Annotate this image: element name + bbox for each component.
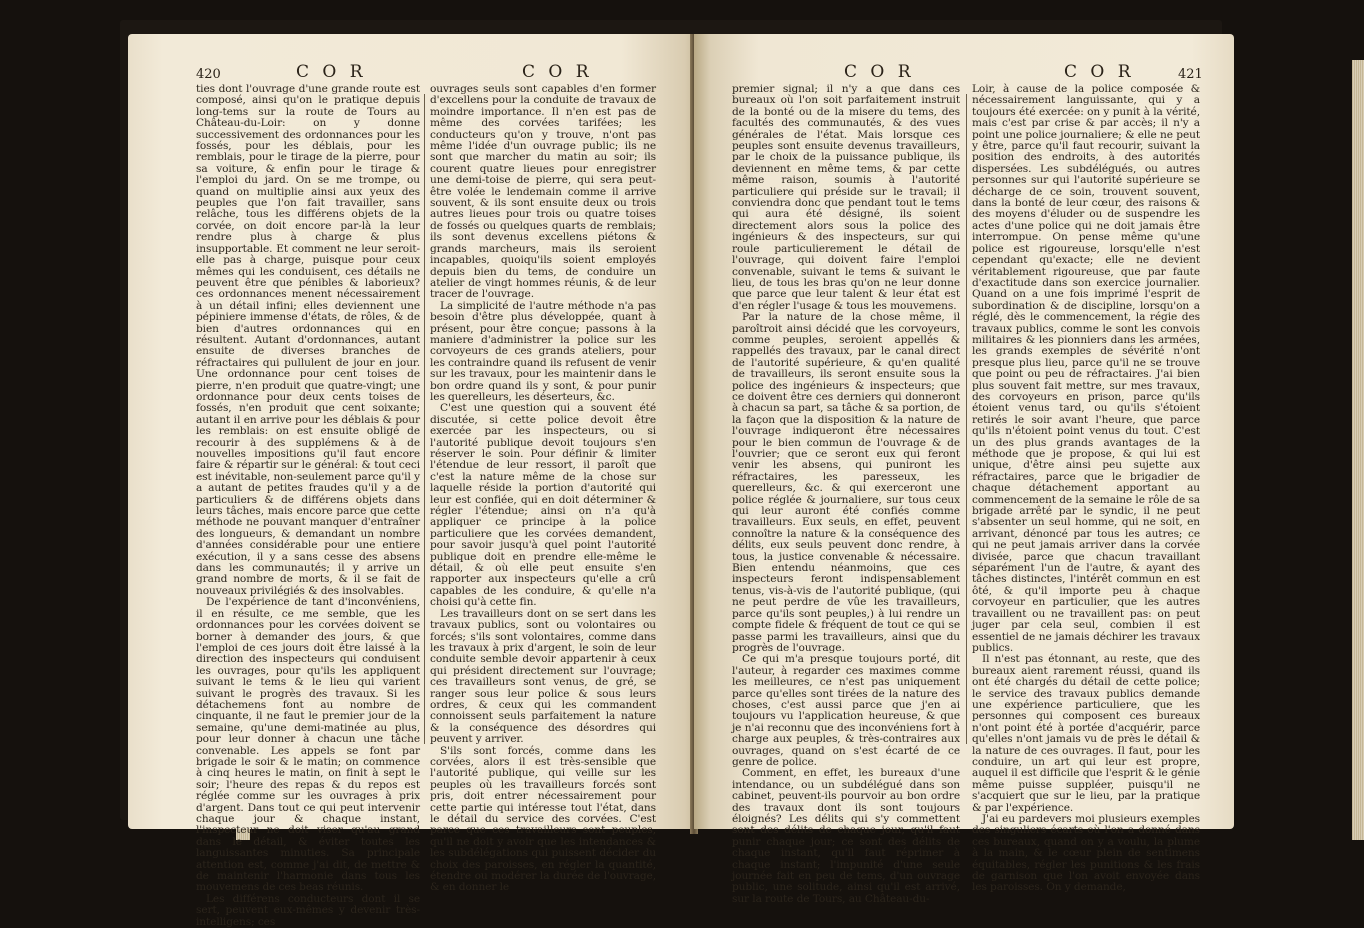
column-rule bbox=[424, 94, 425, 744]
paragraph: La simplicité de l'autre méthode n'a pas besoin d'être plus développée, quant à présent, pour être conçue; passons à la maniere d'administrer la police sur les corvoyeurs de ces grands ateliers, pour les contraindre quand ils refusent de venir sur les travaux, pour les maintenir dans le bon ordre quand ils y sont, & pour punir les querelleurs, les déserteurs, &c. bbox=[430, 299, 656, 403]
running-head-right: C O R bbox=[522, 62, 593, 82]
paragraph: Comment, en effet, les bureaux d'une intendance, ou un subdélégué dans son cabinet, peuvent-ils pourvoir au bon ordre des travaux dont ils sont toujours éloignés? Les délits qui s'y commettent sont des délits de chaque jour, qu'il faut punir chaque jour; ce sont des délits de chaque instant, qu'il faut réprimer à chaque instant; l'impunité d'une seule journée fait en peu de tems, d'un ouvrage public, une solitude, ainsi qu'il est arrivé, sur la route de Tours, au Château-du- bbox=[732, 767, 960, 905]
running-head-left: C O R bbox=[844, 62, 915, 82]
paragraph: J'ai eu pardevers moi plusieurs exemples des singuliers écarts où l'on a donné dans ces bureaux, quand on y a voulu, la plume à la main, & le cœur plein de sentimens équitables, régler les punitions & les frais de garnison que l'on avoit envoyée dans les paroisses. On y demande, bbox=[972, 813, 1200, 894]
paragraph: Par la nature de la chose même, il paroîtroit ainsi décidé que les corvoyeurs, comme peuples, seroient appellés & rappellés des travaux, par le canal direct de l'autorité supérieure, & qu'en qualité de travailleurs, ils seront ensuite sous la police des ingénieurs & inspecteurs; que ce doivent être ces derniers qui donneront à chacun sa part, sa tâche & sa portion, de la façon que la disposition & la nature de l'ouvrage indiqueront être nécessaires pour le bien commun de l'ouvrage & de l'ouvrier; que ce seront eux qui feront venir les absens, qui puniront les réfractaires, les paresseux, les querelleurs, &c. & qui exerceront une police réglée & journaliere, sur tous ceux qui leur auront été confiés comme travailleurs. Eux seuls, en effet, peuvent connoître la nature & la conséquence des délits, eux seuls peuvent donc rendre, à tous, la justice convenable & nécessaire. Bien entendu néanmoins, que ces inspecteurs feront indispensablement tenus, vis-à-vis de l'autorité publique, (qui ne peut perdre de vûe les travailleurs, parce qu'ils sont peuples,) à lui rendre un compte fidele & fréquent de tout ce qui se passe parmi les travailleurs, ainsi que du progrès de l'ouvrage. bbox=[732, 311, 960, 654]
paragraph: C'est une question qui a souvent été discutée, si cette police devoit être exercée par les inspecteurs, ou si l'autorité publique devoit toujours s'en réserver le soin. Pour définir & limiter l'étendue de leur ressort, il paroît que c'est la nature même de la chose sur laquelle réside la portion d'autorité qui leur est confiée, qui en doit déterminer & régler l'étendue; ainsi on n'a qu'à appliquer ce principe à la police particuliere que les corvées demandent, pour savoir jusqu'à quel point l'autorité publique doit en prendre elle-même le détail, & où elle peut ensuite s'en rapporter aux inspecteurs qu'elle a crû capables de les conduire, & qu'elle n'a choisi qu'à cette fin. bbox=[430, 402, 656, 609]
paragraph: premier signal; il n'y a que dans ces bureaux où l'on soit parfaitement instruit de la bonté ou de la misere du tems, des facultés des communautés, & des vues générales de l'état. Mais lorsque ces peuples sont ensuite devenus travailleurs, par le choix de la puissance publique, ils deviennent en même tems, & par cette même raison, soumis à l'autorité particuliere qui préside sur le travail; il conviendra donc que pendant tout le tems qui aura été désigné, ils soient directement alors sous la police des ingénieurs & des inspecteurs, sur qui roule particulierement le détail de l'ouvrage, qui doivent faire l'emploi convenable, suivant le tems & suivant le lieu, de tous les bras qu'on ne leur donne que parce que leur talent & leur état est d'en régler l'usage & tous les mouvemens. bbox=[732, 83, 960, 312]
paragraph: Les travailleurs dont on se sert dans les travaux publics, sont ou volontaires ou forcés; s'ils sont volontaires, comme dans les travaux à prix d'argent, le soin de leur conduite semble devoir appartenir à ceux qui président directement sur l'ouvrage; ces travailleurs sont venus, de gré, se ranger sous leur police & sous leurs ordres, & ceux qui les commandent connoissent seuls parfaitement la nature & la conséquence des désordres qui peuvent y arriver. bbox=[430, 607, 656, 746]
left-page-column-2 bbox=[430, 84, 656, 894]
page-number-left: 420 bbox=[196, 67, 221, 82]
paragraph: ouvrages seuls sont capables d'en former d'excellens pour la conduite de travaux de moindre importance. Il n'en est pas de même des corvées tarifées; les conducteurs qu'on y trouve, n'ont pas même l'idée d'un ouvrage public; ils ne sont que marcher du matin au soir; ils courent quatre lieues pour enregistrer une demi-toise de pierre, qui sera peut-être volée le lendemain comme il arrive souvent, & ils sont ensuite deux ou trois autres lieues pour trois ou quatre toises de fossés ou quelques quarts de remblais; ils sont devenus excellens piétons & grands marcheurs, mais ils seroient incapables, quoiqu'ils soient employés depuis bien du tems, de conduire un atelier de vingt hommes réunis, & de leur tracer de l'ouvrage. bbox=[430, 83, 656, 301]
paragraph: Il n'est pas étonnant, au reste, que des bureaux aient rarement réussi, quand ils ont été chargés du détail de cette police; le service des travaux publics demande une expérience particuliere, que les personnes qui composent ces bureaux n'ont point été à portée d'acquérir, parce qu'elles n'ont jamais vu de près le détail & la nature de ces ouvrages. Il faut, pour les conduire, un art qui leur est propre, auquel il est difficile que l'esprit & le génie même puisse suppléer, puisqu'il ne s'acquiert que sur le lieu, par la pratique & par l'expérience. bbox=[972, 653, 1200, 814]
paragraph: Ce qui m'a presque toujours porté, dit l'auteur, à regarder ces maximes comme les meilleures, ce n'est pas uniquement parce qu'elles sont tirées de la nature des choses, c'est aussi parce que j'en ai toujours vu l'application heureuse, & que je n'ai reconnu que des inconvéniens fort à charge aux peuples, & très-contraires aux ouvrages, quand on s'est écarté de ce genre de police. bbox=[732, 653, 960, 768]
right-page bbox=[694, 34, 1234, 905]
paragraph: De l'expérience de tant d'inconvéniens, il en résulte, ce me semble, que les ordonnances pour les corvées doivent se borner à demander des jours, & que l'emploi de ces jours doit être laissé à la direction des inspecteurs qui conduisent les ouvrages, pour qu'ils les appliquent suivant le tems & le lieu qui varient suivant le progrès des travaux. Si les détachemens font au nombre de cinquante, il ne faut le premier jour de la semaine, qu'une demi-matinée au plus, pour leur donner à chacun une tâche convenable. Les appels se font par brigade le soir & le matin; on commence à cinq heures le matin, on finit à sept le soir; l'heure des repas & du repos est réglée comme sur les ouvrages à prix d'argent. Dans tout ce qui peut intervenir chaque jour & chaque instant, l'inspecteur ne doit viser qu'au grand dans le détail, & éviter toutes les languissantes minuties. Sa principale attention est, comme j'ai dit, de mettre & de maintenir l'harmonie dans tous les mouvemens de ces beas réunis. bbox=[196, 596, 420, 894]
left-page-column-1 bbox=[196, 84, 420, 928]
right-page-column-2 bbox=[972, 84, 1200, 894]
paragraph: S'ils sont forcés, comme dans les corvées, alors il est très-sensible que l'autorité publique, qui veille sur les peuples où les travailleurs forcés sont pris, doit entrer nécessairement pour cette partie qui intéresse tout l'état, dans le détail du service des corvées. C'est parce que ces travailleurs sont peuples, qu'il ne doit y avoir que les intendances & les subdélégations qui puissent décider du choix des paroisses, en régler la quantité, étendre ou modérer la durée de l'ouvrage, & en donner le bbox=[430, 744, 656, 894]
paragraph: Les différens conducteurs dont il se sert, peuvent eux-mêmes y devenir très-intelligens; ces bbox=[196, 892, 420, 928]
paragraph: ties dont l'ouvrage d'une grande route est composé, ainsi qu'on le pratique depuis long-tems sur la route de Tours au Château-du-Loir: on y donne successivement des ordonnances pour les fossés, pour les déblais, pour les remblais, pour le tirage de la pierre, pour sa voiture, & enfin pour le tirage & l'emploi du jard. On se me trompe, ou quand on multiplie ainsi aux yeux des peuples que l'on fait travailler, sans relâche, tous les différens objets de la corvée, on doit encore par-là la leur rendre plus à charge & plus insupportable. Et comment ne leur seroit-elle pas à charge, puisque pour ceux mêmes qui les conduisent, ces détails ne peuvent être que pénibles & laborieux? ces ordonnances menent nécessairement à un détail infini; elles deviennent une pépiniere immense d'états, de rôles, & de bien d'autres ordonnances qui en résultent. Autant d'ordonnances, autant ensuite de diverses branches de réfractaires qui pullulent de jour en jour. Une ordonnance pour cent toises de pierre, n'en produit que quatre-vingt; une ordonnance pour deux cents toises de fossés, n'en produit que cent soixante; autant il en arrive pour les déblais & pour les remblais: on est ensuite obligé de recourir à des supplémens & à de nouvelles impositions qu'il faut encore faire & répartir sur le général: & tout ceci est inévitable, non-seulement parce qu'il y a autant de petites fraudes qu'il y a de particuliers & de différens objets dans leurs tâches, mais encore parce que cette méthode ne pouvant manquer d'entraîner des longueurs, & demandant un nombre d'années considérable pour une entiere exécution, il y a sans cesse des absens dans les communautés; il y arrive un grand nombre de morts, & il se fait de nouveaux privilégiés & des insolvables. bbox=[196, 83, 420, 597]
page-edges-right bbox=[1352, 60, 1364, 840]
right-page-column-1 bbox=[732, 84, 960, 905]
left-page bbox=[128, 34, 708, 928]
running-head-left: C O R bbox=[296, 62, 367, 82]
paragraph: Loir, à cause de la police composée & nécessairement languissante, qui y a toujours été exercée: on y punit à la vérité, mais c'est par crise & par accès; il n'y a point une police journaliere; & elle ne peut y être, parce qu'il faut recourir, suivant la position des endroits, à des autorités dispersées. Les subdélégués, ou autres personnes sur qui l'autorité supérieure se décharge de ce soin, trouvent souvent, dans la bonté de leur cœur, des raisons & des moyens d'éluder ou de suspendre les actes d'une police qui ne doit jamais être interrompue. On pense même qu'une police est rigoureuse, lorsqu'elle n'est cependant qu'exacte; elle ne devient véritablement rigoureuse, que par faute d'exactitude dans son exercice journalier. Quand on a une fois imprimé l'esprit de subordination & de discipline, lorsqu'on a réglé, dès le commencement, la régie des travaux publics, comme le sont les convois militaires & les pionniers dans les armées, les grands exemples de sévérité n'ont presque plus lieu, parce qu'il ne se trouve que point ou peu de réfractaires. J'ai bien plus souvent fait mettre, sur mes travaux, des corvoyeurs en prison, parce qu'ils étoient venus tard, ou qu'ils s'étoient retirés le soir avant l'heure, que parce qu'ils n'étoient point venus du tout. C'est un des plus grands avantages de la méthode que je propose, & qui lui est unique, d'être ainsi peu sujette aux réfractaires, parce que le brigadier de chaque détachement apportant au commencement de la semaine le rôle de sa brigade arrêté par le syndic, il ne peut s'absenter un seul homme, qui ne soit, en arrivant, dénoncé par tous les autres; ce qui ne peut jamais arriver dans la corvée divisée, parce que chacun travaillant séparément l'un de l'autre, & ayant des tâches distinctes, l'intérêt commun en est ôté, & qu'il importe peu à chaque corvoyeur en particulier, que les autres travaillent ou ne travaillent pas: on peut juger par cela seul, combien il est essentiel de ne jamais déchirer les travaux publics. bbox=[972, 83, 1200, 654]
page-number-right: 421 bbox=[1178, 67, 1203, 82]
column-rule bbox=[966, 94, 967, 744]
running-head-right: C O R bbox=[1064, 62, 1135, 82]
